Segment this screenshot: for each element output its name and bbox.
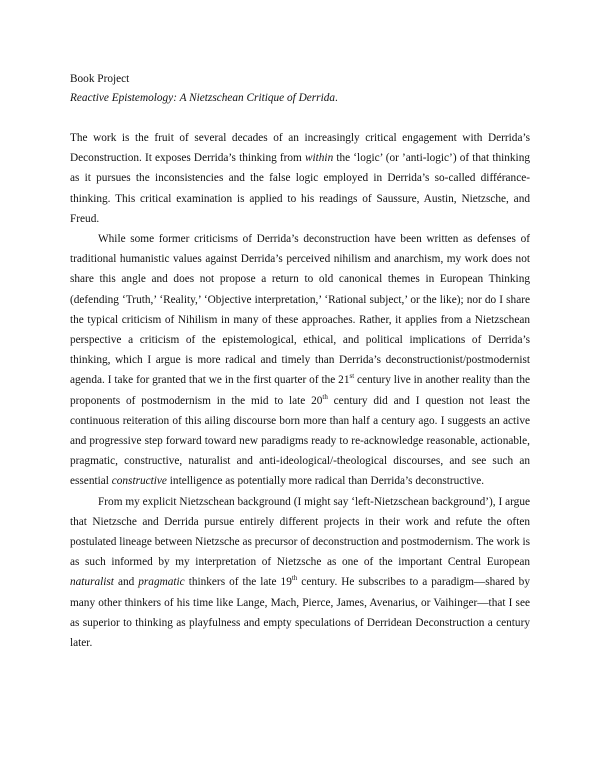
- p3-text-c: thinkers of the late 19: [184, 576, 292, 589]
- paragraph-2: [70, 229, 530, 492]
- p2-text-a: While some former criticisms of Derrida’s deconstruction have been written as defenses of traditional humanistic values against Derrida’s perceived nihilism and anarchism, my work does not share this angle and does not propose a return to old canonical themes in European Thinking (defending ‘Truth,’ ‘Reality,’ ‘Objective interpretation,’ ‘Rational subject,’ or the like); nor do I share the typical criticism of Nihilism in many of these approaches. Rather, it applies from a Nietzschean perspective a criticism of the epistemological, ethical, and political implications of Derrida’s thinking, which I argue is more radical and timely than Derrida’s deconstructionist/postmodernist agenda. I take for granted that we in the first quarter of the 21: [70, 233, 530, 387]
- p1-text-a: The work is the fruit of several decades of an increasingly critical engagement with Derrida’s Deconstruction. It exposes Derrida’s thinking from: [70, 132, 530, 165]
- project-title-period: .: [335, 92, 338, 104]
- p2-superscript-st: st: [349, 372, 355, 381]
- p1-emphasis-within: within: [304, 152, 334, 165]
- p3-text-a: From my explicit Nietzschean background (I might say ‘left-Nietzschean background’), I argue that Nietzsche and Derrida pursue entirely different projects in their work and refute the often postulated lineage between Nietzsche as precursor of deconstruction and postmodernism. The work is as such informed by my interpretation of Nietzsche as one of the important Central European: [70, 495, 531, 569]
- p3-emphasis-pragmatic: pragmatic: [138, 576, 185, 589]
- p1-text-b: the ‘logic’ (or ’anti-logic’) of that thinking as it pursues the inconsistencies and the false logic employed in Derrida’s so-called différance-thinking. This critical examination is applied to his readings of Saussure, Austin, Nietzsche, and Freud.: [70, 152, 530, 225]
- paragraph-3: [70, 492, 530, 654]
- p2-emphasis-constructive: constructive: [111, 475, 167, 488]
- p2-text-c: century did and I question not least the continuous reiteration of this ailing discourse born more than half a century ago. I suggests an active and progressive step forward toward new paradigms ready to re-acknowledge reasonable, actionable, pragmatic, constructive, naturalist and anti-ideological/-theological discourses, and see such an essential: [70, 394, 531, 488]
- project-title: [70, 89, 530, 108]
- project-label: Book Project: [70, 73, 130, 85]
- p3-text-d: century. He subscribes to a paradigm—shared by many other thinkers of his time like Lange, Mach, Pierce, James, Avenarius, or Vaihinger—that I see as superior to thinking as playfulness and empty speculations of Derridean Deconstruction a century later.: [70, 576, 530, 650]
- p2-text-b: century live in another reality than the proponents of postmodernism in the mid to late 20: [70, 374, 530, 407]
- p3-emphasis-naturalist: naturalist: [70, 576, 114, 589]
- p2-text-d: intelligence as potentially more radical than Derrida’s deconstructive.: [166, 475, 485, 488]
- body-text: [70, 128, 530, 653]
- p2-superscript-th: th: [322, 392, 328, 401]
- p3-superscript-th: th: [291, 574, 298, 583]
- p3-text-b: and: [113, 576, 139, 589]
- project-title-text: Reactive Epistemology: A Nietzschean Critique of Derrida: [70, 92, 336, 104]
- paragraph-1: [70, 128, 530, 229]
